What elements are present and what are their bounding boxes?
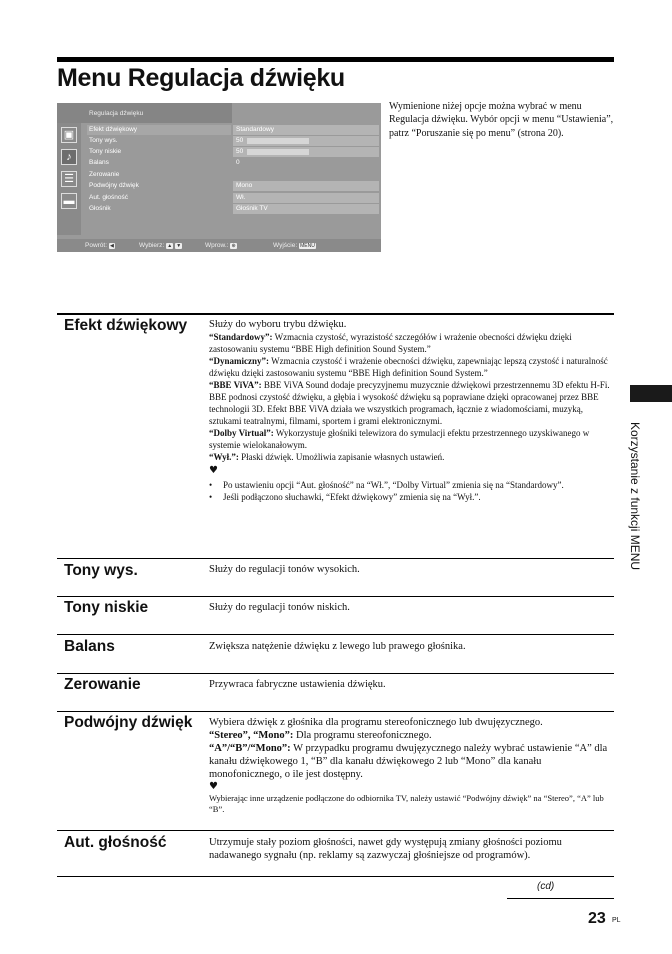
effect-standard: “Standardowy”: Wzmacnia czystość, wyrazistość szczegółów i wrażenie obecności dźwięku dzięki zastosowaniu systemu “BBE High definition Sound System.” <box>209 332 572 354</box>
effect-tip-1: • Po ustawieniu opcji “Aut. głośność” na “Wł.”, “Dolby Virtual” zmienia się na “Standardowy”. <box>209 480 564 490</box>
section-body-dual <box>209 716 614 815</box>
pc-icon: ▬ <box>61 193 77 209</box>
down-arrow-icon: ▼ <box>176 243 182 249</box>
setup-icon: ☰ <box>61 171 77 187</box>
tv-menu-value: Mono <box>233 181 379 191</box>
section-title-dual: Podwójny dźwięk <box>64 714 193 731</box>
tv-menu-value: 0 <box>236 159 240 166</box>
page-title: Menu Regulacja dźwięku <box>57 64 345 92</box>
page-language: PL <box>612 917 621 924</box>
sound-icon: ♪ <box>61 149 77 165</box>
continued-rule <box>507 898 614 899</box>
section-body-reset: Przywraca fabryczne ustawienia dźwięku. <box>209 679 386 690</box>
effect-bbe: “BBE ViVA”: BBE ViVA Sound dodaje precyzyjnemu muzycznie dźwiękowi przestrzennemu 3D efektu H-Fi. BBE podnosi czystość dźwięku, a głębia i wysokość dźwięku są poprawiane dzięki opracowanej przez BBE technologii 3D. Efekt BBE ViVA działa we wszystkich programach, łącznie z wiadomościami, muzyką, sztukami teatralnymi, filmami, sportem i grami elektronicznymi. <box>209 380 610 426</box>
section-title-effect: Efekt dźwiękowy <box>64 317 188 334</box>
section-divider <box>57 830 614 831</box>
tv-menu-item-label: Balans <box>89 159 109 166</box>
tv-menu-title: Regulacja dźwięku <box>89 110 144 117</box>
dual-ab: “A”/“B”/“Mono”: W przypadku programu dwujęzycznego należy wybrać ustawienie “A” dla kanału dźwiękowego 1, “B” dla kanału dźwiękowego 2 lub “Mono” dla kanału monofonicznego, o ile jest dostępny. <box>209 743 608 780</box>
tip-icon: ♥ <box>209 465 218 476</box>
tip-icon: ♥ <box>209 781 218 792</box>
effect-tip-2: • Jeśli podłączono słuchawki, “Efekt dźwiękowy” zmienia się na “Wył.”. <box>209 492 481 502</box>
section-divider <box>57 558 614 559</box>
left-arrow-icon: ◀ <box>110 243 114 249</box>
effect-off: “Wył.”: Płaski dźwięk. Umożliwia zapisanie własnych ustawień. <box>209 452 445 462</box>
tv-menu-item-label: Podwójny dźwięk <box>89 182 139 189</box>
section-title-avl: Aut. głośność <box>64 834 167 851</box>
tv-menu-item-label: Tony wys. <box>89 137 118 144</box>
section-divider <box>57 313 614 315</box>
tv-footer-back: Powrót: ◀ <box>85 242 114 249</box>
tv-menu-item-label: Tony niskie <box>89 148 122 155</box>
side-tab-marker <box>630 385 672 402</box>
picture-icon: ▣ <box>61 127 77 143</box>
bass-level-bar <box>247 149 309 155</box>
continued-label: (cd) <box>537 881 555 892</box>
effect-lead: Służy do wyboru trybu dźwięku. <box>209 319 347 330</box>
up-arrow-icon: ▲ <box>167 243 173 249</box>
effect-dynamic: “Dynamiczny”: Wzmacnia czystość i wrażenie obecności dźwięku, zapewniając lepszą czystość i naturalność dźwięku dzięki zastosowaniu systemu “BBE High definition Sound System.” <box>209 356 608 378</box>
section-body-balance: Zwiększa natężenie dźwięku z lewego lub prawego głośnika. <box>209 641 466 652</box>
section-title-reset: Zerowanie <box>64 676 141 693</box>
section-divider <box>57 673 614 674</box>
tv-menu-item-label: Zerowanie <box>89 171 120 178</box>
section-body-effect <box>209 319 614 503</box>
tv-menu-value: Wł. <box>233 193 379 203</box>
tv-menu-value: 50 <box>233 147 379 157</box>
tv-menu-item-label: Aut. głośność <box>89 194 129 201</box>
section-divider <box>57 596 614 597</box>
side-tab-label: Korzystanie z funkcji MENU <box>628 422 642 571</box>
enter-icon: ⊕ <box>231 243 236 249</box>
effect-dolby: “Dolby Virtual”: Wykorzystuje głośniki telewizora do symulacji efektu przestrzennego uzyskiwanego w systemie wielokanałowym. <box>209 428 590 450</box>
section-divider <box>57 876 614 877</box>
tv-menu-footer <box>57 239 381 252</box>
intro-text: Wymienione niżej opcje można wybrać w menu Regulacja dźwięku. Wybór opcji w menu “Ustawienia”, patrz “Poruszanie się po menu” (strona 20). <box>389 101 614 139</box>
tv-menu-item-label: Efekt dźwiękowy <box>89 126 138 133</box>
title-rule <box>57 57 614 62</box>
tv-menu-value: Standardowy <box>233 125 379 135</box>
dual-lead: Wybiera dźwięk z głośnika dla programu stereofonicznego lub dwujęzycznego. <box>209 717 543 728</box>
tv-menu-header <box>57 103 232 123</box>
section-divider <box>57 634 614 635</box>
tv-footer-enter: Wprow.: ⊕ <box>205 242 236 249</box>
page-number: 23 <box>588 910 606 927</box>
tv-menu-value: 50 <box>233 136 379 146</box>
dual-note: Wybierając inne urządzenie podłączone do odbiornika TV, należy ustawić “Podwójny dźwięk” na “Stereo”, “A” lub “B”. <box>209 793 604 814</box>
section-title-treble: Tony wys. <box>64 562 138 579</box>
section-title-balance: Balans <box>64 638 115 655</box>
tv-footer-select: Wybierz: ▲ ▼ <box>139 242 182 249</box>
menu-key: MENU <box>300 243 315 249</box>
tv-menu-screenshot <box>57 103 381 252</box>
tv-menu-item-label: Głośnik <box>89 205 111 212</box>
dual-stereo: “Stereo”, “Mono”: Dla programu stereofonicznego. <box>209 730 432 741</box>
tv-footer-exit: Wyjście: MENU <box>273 242 315 249</box>
section-body-avl: Utrzymuje stały poziom głośności, nawet gdy występują zmiany głośności poziomu nadawanego sygnału (np. reklamy są zazwyczaj głośniejsze od programów). <box>209 837 562 861</box>
section-title-bass: Tony niskie <box>64 599 149 616</box>
tv-menu-value: Głośnik TV <box>233 204 379 214</box>
section-body-treble: Służy do regulacji tonów wysokich. <box>209 564 360 575</box>
tv-menu-icon-column <box>57 123 81 235</box>
section-body-bass: Służy do regulacji tonów niskich. <box>209 602 350 613</box>
treble-level-bar <box>247 138 309 144</box>
section-divider <box>57 711 614 712</box>
